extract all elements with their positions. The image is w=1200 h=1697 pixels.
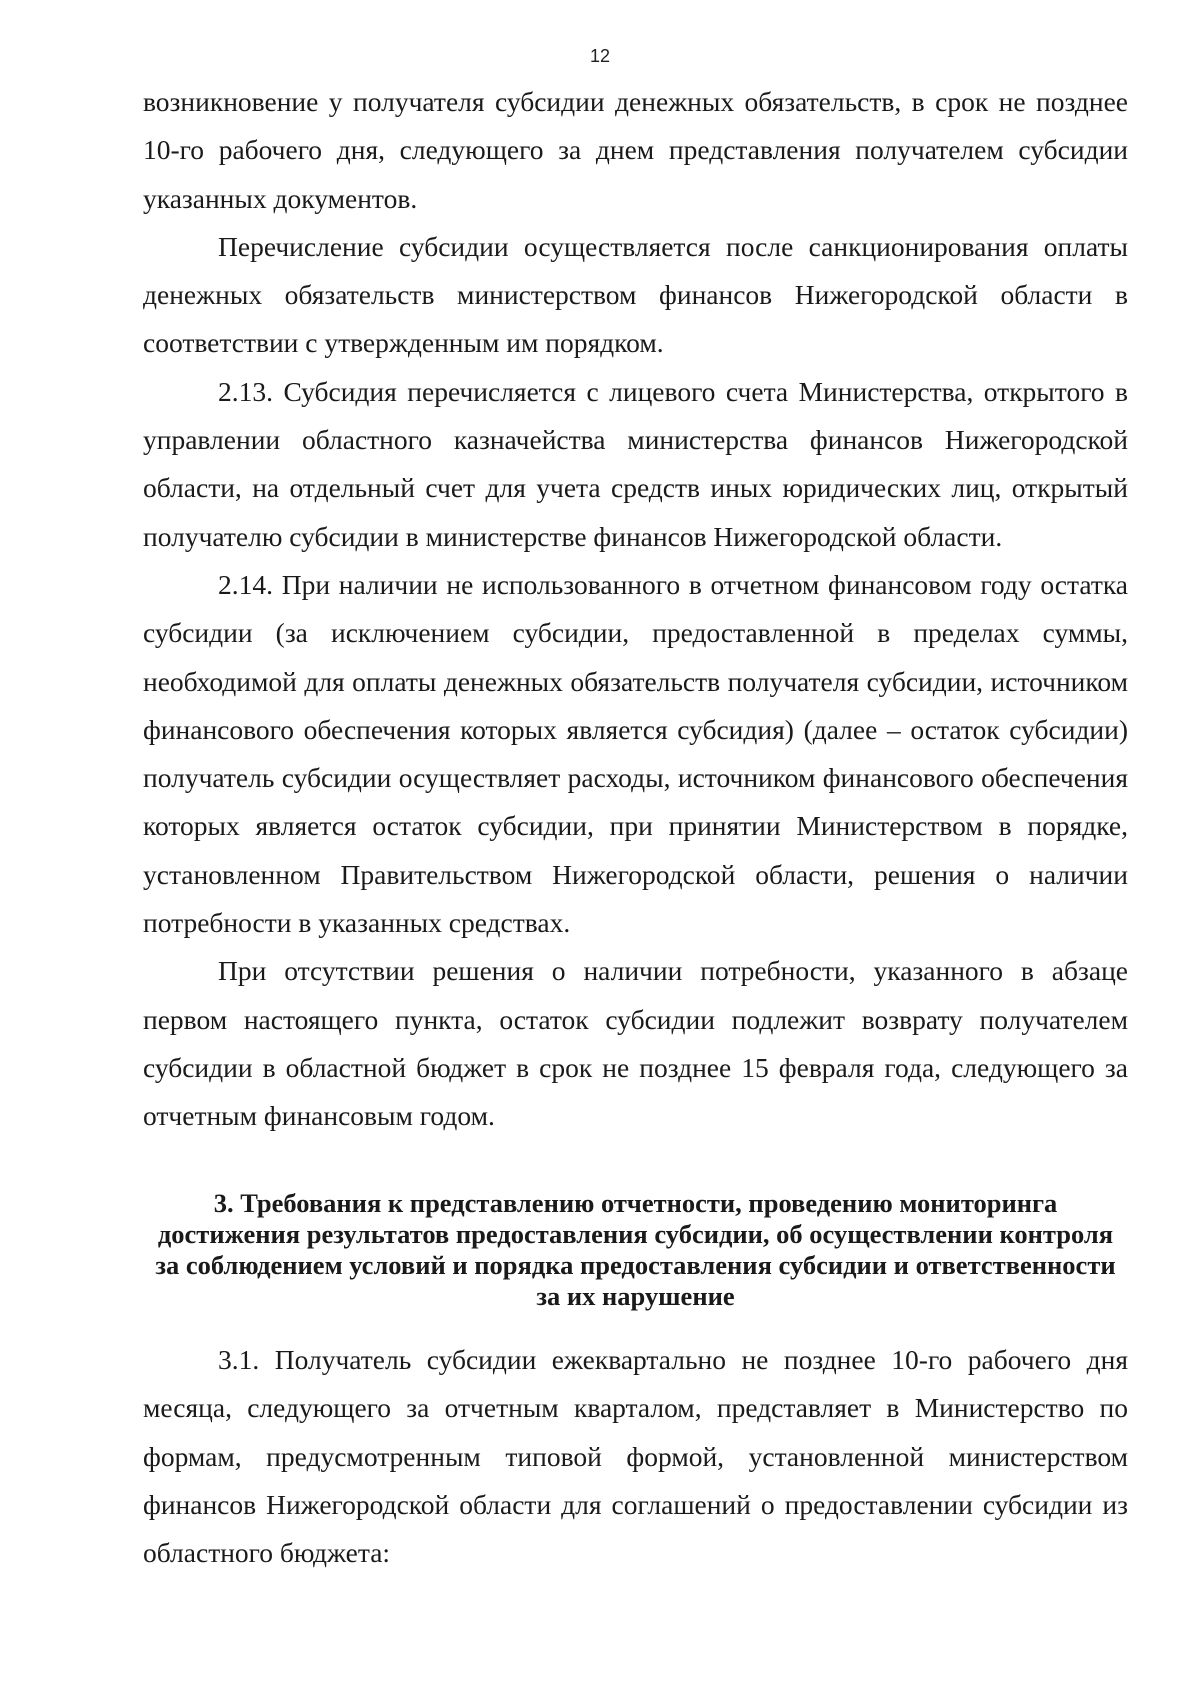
- paragraph-2-13: 2.13. Субсидия перечисляется с лицевого счета Министерства, открытого в управлении областного казначейства министерства финансов Нижегородской области, на отдельный счет для учета средств иных юридических лиц, открытый получателю субсидии в министерстве финансов Нижегородской области.: [143, 375, 1128, 552]
- paragraph-transfer-after-sanction: Перечисление субсидии осуществляется после санкционирования оплаты денежных обязательств министерством финансов Нижегородской области в соответствии с утвержденным им порядком.: [143, 230, 1128, 359]
- page-number: 12: [589, 46, 611, 66]
- body-text-top: [143, 78, 1128, 1141]
- section-3-heading: 3. Требования к представлению отчетности, проведению мониторинга достижения результатов предоставления субсидии, об осуществлении контроля за соблюдением условий и порядка предоставления субсидии и ответственности за их нарушение: [155, 1188, 1116, 1311]
- paragraph-continuation: возникновение у получателя субсидии денежных обязательств, в срок не позднее 10-го рабочего дня, следующего за днем представления получателем субсидии указанных документов.: [143, 86, 1128, 214]
- paragraph-2-14: 2.14. При наличии не использованного в отчетном финансовом году остатка субсидии (за исключением субсидии, предоставленной в пределах суммы, необходимой для оплаты денежных обязательств получателя субсидии, источником финансового обеспечения которых является субсидия) (далее – остаток субсидии) получатель субсидии осуществляет расходы, источником финансового обеспечения которых является остаток субсидии, при принятии Министерством в порядке, установленном Правительством Нижегородской области, решения о наличии потребности в указанных средствах.: [143, 568, 1128, 939]
- paragraph-return-of-remainder: При отсутствии решения о наличии потребности, указанного в абзаце первом настоящего пункта, остаток субсидии подлежит возврату получателем субсидии в областной бюджет в срок не позднее 15 февраля года, следующего за отчетным финансовым годом.: [143, 955, 1128, 1132]
- paragraph-3-1: 3.1. Получатель субсидии ежеквартально не позднее 10-го рабочего дня месяца, следующего за отчетным кварталом, представляет в Министерство по формам, предусмотренным типовой формой, установленной министерством финансов Нижегородской области для соглашений о предоставлении субсидии из областного бюджета:: [143, 1344, 1128, 1569]
- body-text-bottom: [143, 1336, 1128, 1577]
